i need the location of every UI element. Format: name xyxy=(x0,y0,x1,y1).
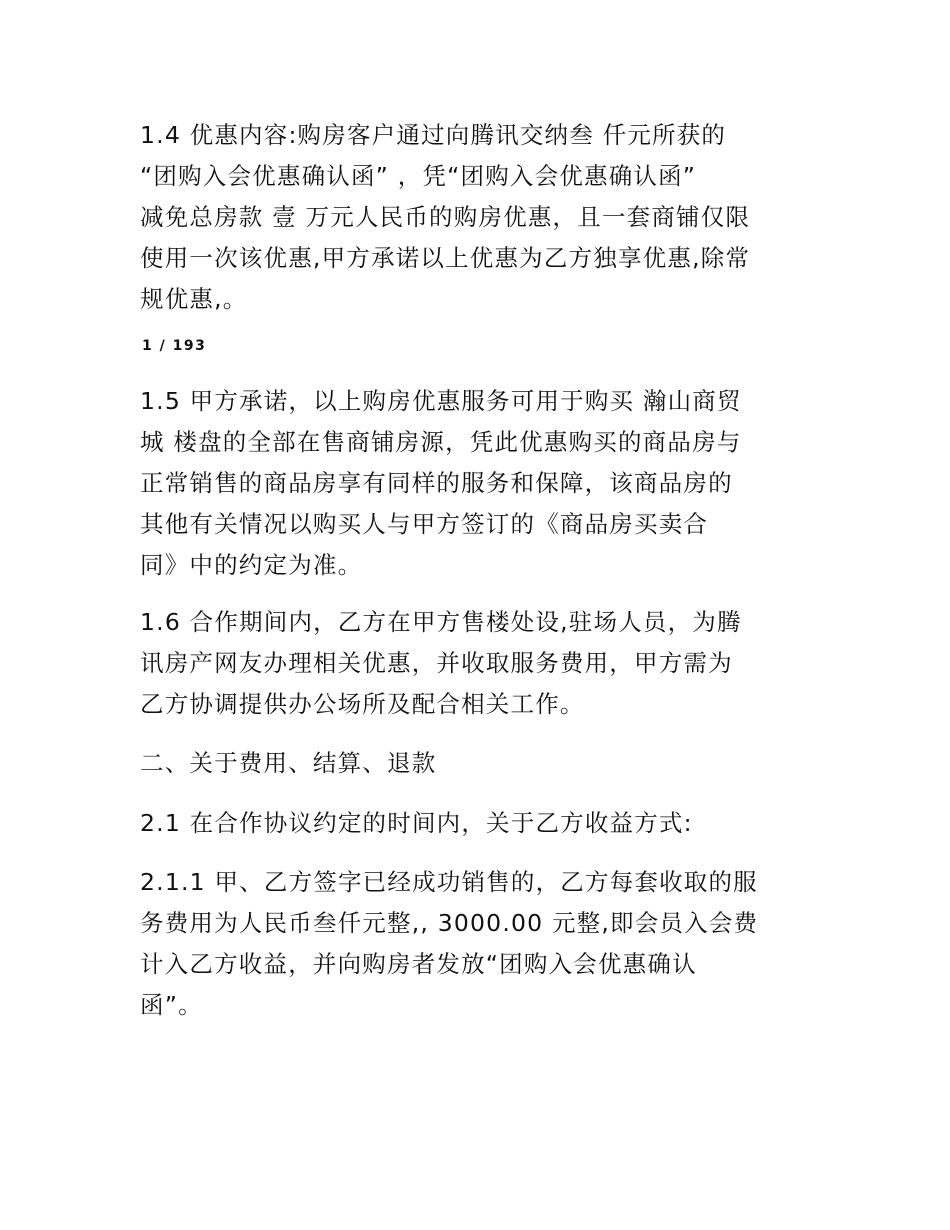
paragraph-line: 1.6 合作期间内，乙方在甲方售楼处设,驻场人员，为腾 xyxy=(140,608,742,636)
section-2-heading xyxy=(140,743,820,784)
paragraph-line: 函”。 xyxy=(140,991,203,1019)
paragraph-2-1-1 xyxy=(140,862,820,1026)
heading-line: 二、关于费用、结算、退款 xyxy=(140,749,437,777)
paragraph-line: 规优惠,。 xyxy=(140,285,248,313)
paragraph-line: 同》中的约定为准。 xyxy=(140,551,363,579)
paragraph-line: 城 楼盘的全部在售商铺房源，凭此优惠购买的商品房与 xyxy=(140,428,742,456)
paragraph-line: 1.4 优惠内容:购房客户通过向腾讯交纳叁 仟元所获的 xyxy=(140,121,727,149)
paragraph-line: “团购入会优惠确认函” ，凭“团购入会优惠确认函” xyxy=(140,162,697,190)
paragraph-1-6 xyxy=(140,602,820,725)
paragraph-1-5 xyxy=(140,381,820,586)
paragraph-line: 乙方协调提供办公场所及配合相关工作。 xyxy=(140,690,585,718)
paragraph-line: 讯房产网友办理相关优惠，并收取服务费用，甲方需为 xyxy=(140,649,733,677)
paragraph-line: 2.1 在合作协议约定的时间内，关于乙方收益方式: xyxy=(140,809,693,837)
page-number: 1 / 193 xyxy=(142,338,207,354)
paragraph-1-4 xyxy=(140,115,820,320)
paragraph-line: 其他有关情况以购买人与甲方签订的《商品房买卖合 xyxy=(140,510,709,538)
paragraph-line: 2.1.1 甲、乙方签字已经成功销售的，乙方每套收取的服 xyxy=(140,868,758,896)
paragraph-line: 计入乙方收益，并向购房者发放“团购入会优惠确认 xyxy=(140,950,697,978)
paragraph-2-1 xyxy=(140,803,820,844)
paragraph-line: 务费用为人民币叁仟元整,, 3000.00 元整,即会员入会费 xyxy=(140,909,759,937)
paragraph-line: 使用一次该优惠,甲方承诺以上优惠为乙方独享优惠,除常 xyxy=(140,244,751,272)
paragraph-line: 减免总房款 壹 万元人民币的购房优惠，且一套商铺仅限 xyxy=(140,203,751,231)
paragraph-line: 1.5 甲方承诺，以上购房优惠服务可用于购买 瀚山商贸 xyxy=(140,387,742,415)
paragraph-line: 正常销售的商品房享有同样的服务和保障，该商品房的 xyxy=(140,469,733,497)
